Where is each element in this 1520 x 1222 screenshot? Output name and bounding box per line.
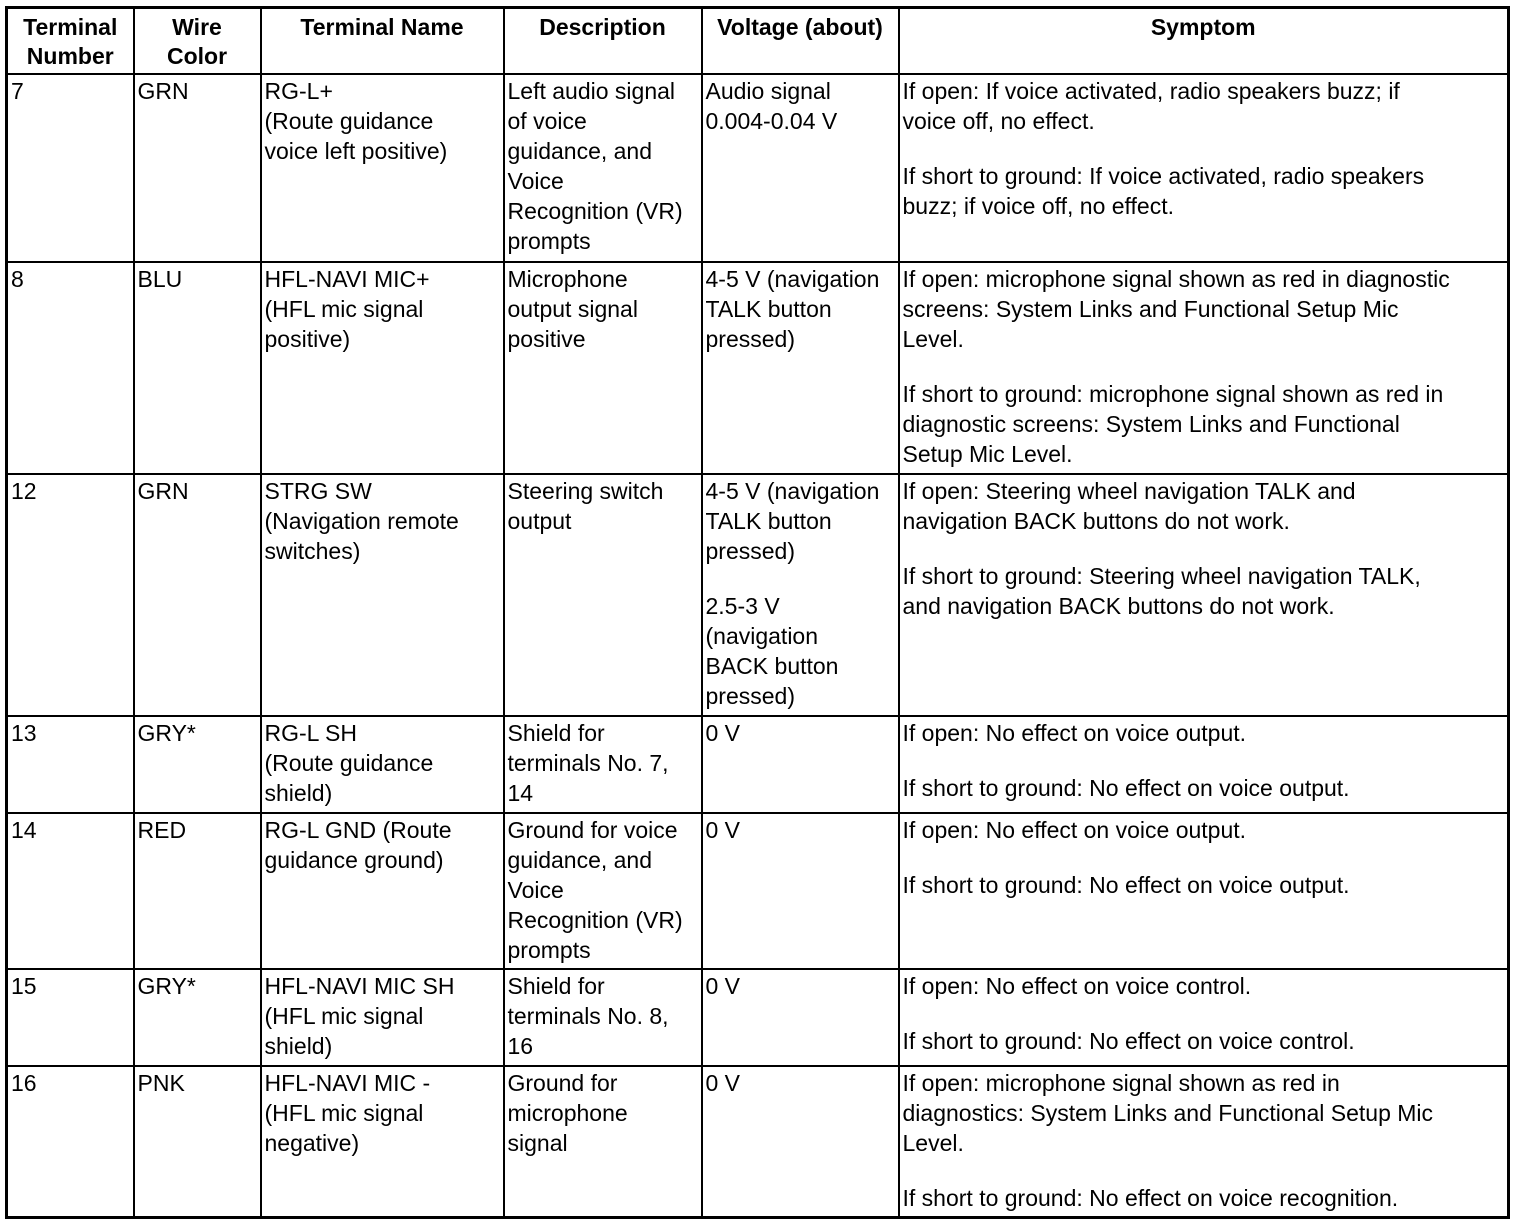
voltage-text: 0 V	[705, 816, 741, 843]
voltage-text: 0 V	[705, 972, 741, 999]
wire-color-cell: GRY*	[134, 969, 261, 1066]
table-row	[7, 813, 1509, 969]
symptom-cell	[899, 716, 1509, 813]
symptom-cell	[899, 474, 1509, 716]
symptom-open-text: If open: Steering wheel navigation TALK and navigation BACK buttons do not work.	[902, 477, 1356, 534]
voltage-text: 2.5-3 V (navigation BACK button pressed)	[705, 592, 839, 709]
symptom-short-text: If short to ground: No effect on voice output.	[902, 871, 1350, 898]
symptom-short-text: If short to ground: No effect on voice output.	[902, 774, 1350, 801]
wire-color-cell: GRN	[134, 474, 261, 716]
terminal-name-cell: RG-L GND (Route guidance ground)	[261, 813, 504, 969]
symptom-cell	[899, 813, 1509, 969]
voltage-text: 4-5 V (navigation TALK button pressed)	[705, 477, 880, 564]
description-cell: Shield for terminals No. 8, 16	[504, 969, 702, 1066]
voltage-cell	[702, 716, 899, 813]
symptom-short-text: If short to ground: No effect on voice recognition.	[902, 1184, 1399, 1211]
terminal-name-cell: HFL-NAVI MIC+ (HFL mic signal positive)	[261, 262, 504, 474]
wire-color-cell: GRY*	[134, 716, 261, 813]
voltage-cell	[702, 1066, 899, 1218]
voltage-cell	[702, 813, 899, 969]
table-row	[7, 1066, 1509, 1218]
terminal-name-cell: RG-L+ (Route guidance voice left positive)	[261, 74, 504, 262]
symptom-cell	[899, 74, 1509, 262]
symptom-short-text: If short to ground: No effect on voice control.	[902, 1027, 1355, 1054]
terminal-number-cell: 15	[7, 969, 134, 1066]
symptom-open-text: If open: No effect on voice control.	[902, 972, 1252, 999]
symptom-open-text: If open: microphone signal shown as red in diagnostic screens: System Links and Functional Setup Mic Level.	[902, 265, 1450, 352]
table-row	[7, 474, 1509, 716]
symptom-open-text: If open: No effect on voice output.	[902, 816, 1247, 843]
wire-color-cell: RED	[134, 813, 261, 969]
terminal-number-cell: 14	[7, 813, 134, 969]
description-cell: Steering switch output	[504, 474, 702, 716]
terminal-number-cell: 8	[7, 262, 134, 474]
terminal-number-cell: 12	[7, 474, 134, 716]
wire-color-cell: PNK	[134, 1066, 261, 1218]
terminal-table	[5, 6, 1510, 1219]
header-symptom: Symptom	[899, 8, 1509, 74]
symptom-short-text: If short to ground: Steering wheel navigation TALK, and navigation BACK buttons do not work.	[902, 562, 1421, 619]
voltage-text: 4-5 V (navigation TALK button pressed)	[705, 265, 880, 352]
wire-color-cell: BLU	[134, 262, 261, 474]
voltage-text: 0 V	[705, 719, 741, 746]
wire-color-cell: GRN	[134, 74, 261, 262]
terminal-number-cell: 7	[7, 74, 134, 262]
description-cell: Left audio signal of voice guidance, and Voice Recognition (VR) prompts	[504, 74, 702, 262]
header-terminal-name: Terminal Name	[261, 8, 504, 74]
description-cell: Shield for terminals No. 7, 14	[504, 716, 702, 813]
voltage-cell	[702, 474, 899, 716]
terminal-name-cell: RG-L SH (Route guidance shield)	[261, 716, 504, 813]
terminal-name-cell: HFL-NAVI MIC SH (HFL mic signal shield)	[261, 969, 504, 1066]
description-cell: Ground for microphone signal	[504, 1066, 702, 1218]
table-row	[7, 969, 1509, 1066]
terminal-number-cell: 13	[7, 716, 134, 813]
symptom-cell	[899, 969, 1509, 1066]
symptom-cell	[899, 1066, 1509, 1218]
description-cell: Ground for voice guidance, and Voice Recognition (VR) prompts	[504, 813, 702, 969]
table-row	[7, 74, 1509, 262]
symptom-short-text: If short to ground: microphone signal shown as red in diagnostic screens: System Links and Functional Setup Mic Level.	[902, 380, 1444, 467]
header-description: Description	[504, 8, 702, 74]
header-wire-color: Wire Color	[134, 8, 261, 74]
terminal-name-cell: HFL-NAVI MIC - (HFL mic signal negative)	[261, 1066, 504, 1218]
terminal-name-cell: STRG SW (Navigation remote switches)	[261, 474, 504, 716]
voltage-cell	[702, 262, 899, 474]
header-terminal-number: Terminal Number	[7, 8, 134, 74]
symptom-short-text: If short to ground: If voice activated, radio speakers buzz; if voice off, no effect.	[902, 162, 1425, 219]
voltage-cell	[702, 74, 899, 262]
voltage-cell	[702, 969, 899, 1066]
terminal-number-cell: 16	[7, 1066, 134, 1218]
symptom-cell	[899, 262, 1509, 474]
voltage-text: Audio signal 0.004-0.04 V	[705, 77, 838, 134]
voltage-text: 0 V	[705, 1069, 741, 1096]
header-voltage: Voltage (about)	[702, 8, 899, 74]
table-row	[7, 262, 1509, 474]
symptom-open-text: If open: microphone signal shown as red in diagnostics: System Links and Functional Setup Mic Level.	[902, 1069, 1434, 1156]
table-row	[7, 716, 1509, 813]
description-cell: Microphone output signal positive	[504, 262, 702, 474]
symptom-open-text: If open: No effect on voice output.	[902, 719, 1247, 746]
header-row	[7, 8, 1509, 74]
symptom-open-text: If open: If voice activated, radio speakers buzz; if voice off, no effect.	[902, 77, 1400, 134]
